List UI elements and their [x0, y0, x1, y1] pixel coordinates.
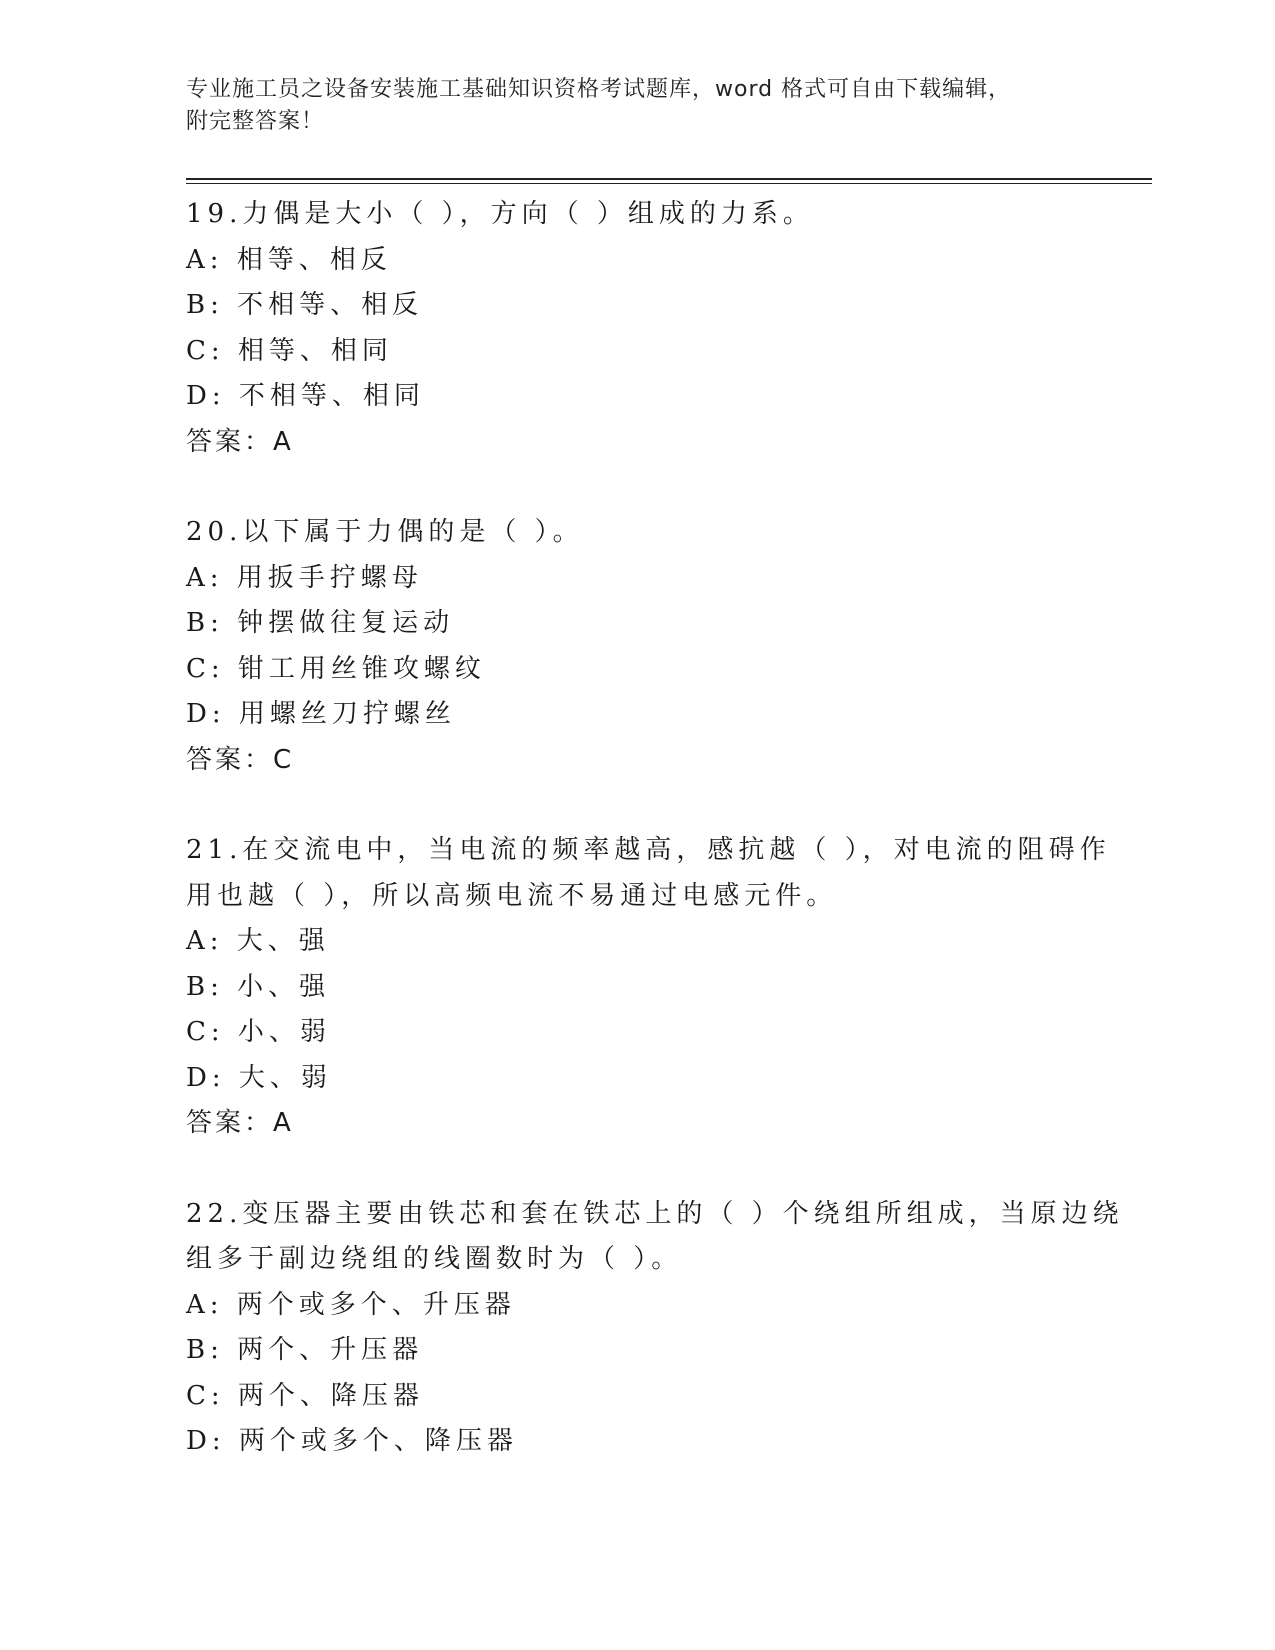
question-20 [186, 510, 1066, 783]
question-21 [186, 828, 1111, 1147]
option-d: D: 两个或多个、降压器 [186, 1426, 518, 1456]
option-a: A: 相等、相反 [186, 244, 392, 275]
option-a: A: 大、强 [186, 926, 330, 956]
option-d: D: 大、弱 [186, 1062, 332, 1093]
question-list [186, 192, 1124, 1510]
option-c: C: 相等、相同 [186, 335, 393, 366]
option-b: B: 钟摆做往复运动 [186, 608, 455, 638]
header-line-1: 专业施工员之设备安装施工基础知识资格考试题库，word 格式可自由下载编辑， [186, 77, 1012, 102]
option-d: D: 用螺丝刀拧螺丝 [186, 699, 456, 729]
option-a: A: 用扳手拧螺母 [186, 562, 423, 593]
question-stem-line-2: 用也越（ ），所以高频电流不易通过电感元件。 [186, 880, 838, 911]
option-d: D: 不相等、相同 [186, 381, 425, 411]
answer-label: 答案：A [186, 426, 294, 457]
header-line-2: 附完整答案！ [186, 109, 325, 134]
question-stem: 19.力偶是大小（ ），方向（ ）组成的力系。 [186, 199, 814, 229]
option-b: B: 小、强 [186, 971, 331, 1002]
question-22 [186, 1192, 1124, 1465]
question-stem: 20.以下属于力偶的是（ ）。 [186, 517, 584, 547]
question-19 [186, 192, 1066, 465]
option-c: C: 两个、降压器 [186, 1380, 424, 1411]
option-c: C: 小、弱 [186, 1017, 331, 1047]
question-stem-line-1: 22.变压器主要由铁芯和套在铁芯上的（ ）个绕组所组成，当原边绕 [186, 1198, 1124, 1229]
question-stem-line-1: 21.在交流电中，当电流的频率越高，感抗越（ ），对电流的阻碍作 [186, 835, 1111, 865]
option-c: C: 钳工用丝锥攻螺纹 [186, 653, 486, 684]
option-b: B: 两个、升压器 [186, 1335, 424, 1365]
answer-label: 答案：A [186, 1108, 294, 1138]
header-divider-thin [186, 183, 1152, 184]
option-a: A: 两个或多个、升压器 [186, 1289, 516, 1320]
document-header [186, 74, 1146, 138]
option-b: B: 不相等、相反 [186, 290, 424, 320]
header-divider-thick [186, 178, 1152, 180]
question-stem-line-2: 组多于副边绕组的线圈数时为（ ）。 [186, 1244, 683, 1274]
answer-label: 答案：C [186, 744, 295, 775]
